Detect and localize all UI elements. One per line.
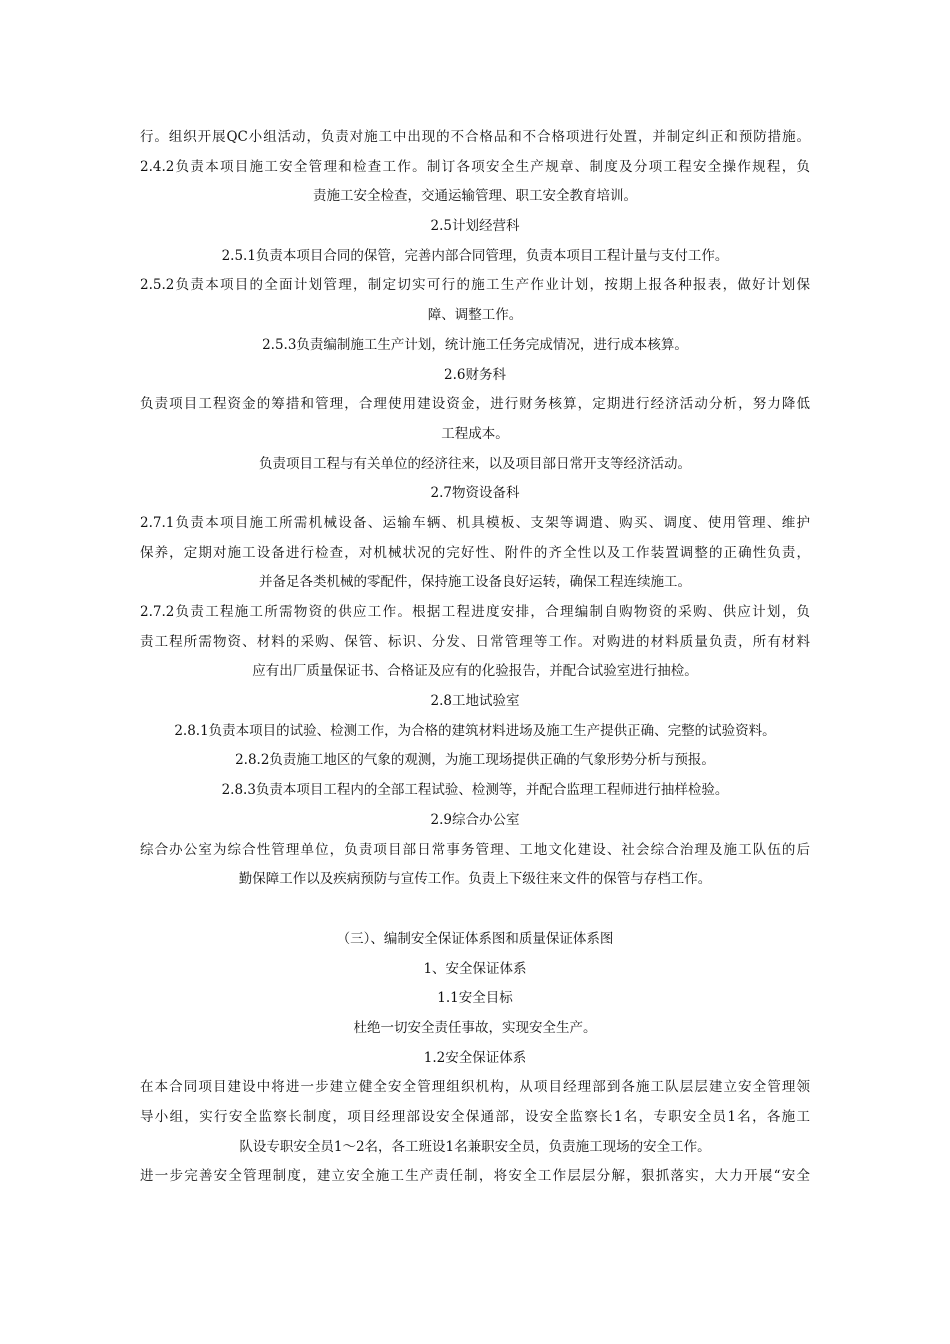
chapter-heading: （三）、编制安全保证体系图和质量保证体系图 [336,930,614,947]
paragraph-line: 责施工安全检查，交通运输管理、职工安全教育培训。 [313,188,637,205]
paragraph-line: 负责项目工程资金的筹措和管理，合理使用建设资金，进行财务核算，定期进行经济活动分析，努力降低 [140,396,810,413]
paragraph-line: 2.8.3负责本项目工程内的全部工程试验、检测等，并配合监理工程师进行抽样检验。 [221,782,729,799]
paragraph-line: 并备足各类机械的零配件，保持施工设备良好运转，确保工程连续施工。 [259,574,691,591]
paragraph-line: 2.7.1负责本项目施工所需机械设备、运输车辆、机具模板、支架等调遣、购买、调度、使用管理、维护 [140,514,810,531]
paragraph-line: 2.5.3负责编制施工生产计划，统计施工任务完成情况，进行成本核算。 [262,336,688,353]
paragraph-line: 队设专职安全员1～2名，各工班设1名兼职安全员，负责施工现场的安全工作。 [239,1138,711,1155]
paragraph-line: 进一步完善安全管理制度，建立安全施工生产责任制，将安全工作层层分解，狠抓落实，大力开展“安全 [140,1168,810,1185]
paragraph-line: 杜绝一切安全责任事故，实现安全生产。 [353,1019,597,1036]
paragraph-line: 2.8.1负责本项目的试验、检测工作，为合格的建筑材料进场及施工生产提供正确、完整的试验资料。 [174,722,776,739]
paragraph-line: 勤保障工作以及疾病预防与宣传工作。负责上下级往来文件的保管与存档工作。 [238,871,712,888]
paragraph-line: 2.7.2负责工程施工所需物资的供应工作。根据工程进度安排，合理编制自购物资的采购、供应计划，负 [140,604,810,620]
section-heading: 2.7物资设备科 [430,485,520,502]
paragraph-line: 责工程所需物资、材料的采购、保管、标识、分发、日常管理等工作。对购进的材料质量负责，所有材料 [140,633,810,650]
subsection-heading: 1.1安全目标 [437,990,513,1007]
paragraph-line: 2.5.1负责本项目合同的保管，完善内部合同管理，负责本项目工程计量与支付工作。 [221,247,729,264]
section-heading: 2.8工地试验室 [430,693,520,710]
paragraph-line: 行。组织开展QC小组活动，负责对施工中出现的不合格品和不合格项进行处置，并制定纠正和预防措施。 [140,129,810,145]
paragraph-line: 2.8.2负责施工地区的气象的观测，为施工现场提供正确的气象形势分析与预报。 [235,752,715,769]
paragraph-line: 2.5.2负责本项目的全面计划管理，制定切实可行的施工生产作业计划，按期上报各种报表，做好计划保 [140,277,810,294]
paragraph-line: 综合办公室为综合性管理单位，负责项目部日常事务管理、工地文化建设、社会综合治理及施工队伍的后 [140,841,810,858]
section-heading: 2.6财务科 [444,366,506,383]
paragraph-line: 在本合同项目建设中将进一步建立健全安全管理组织机构，从项目经理部到各施工队层层建立安全管理领 [140,1079,810,1096]
paragraph-line: 负责项目工程与有关单位的经济往来，以及项目部日常开支等经济活动。 [259,455,691,472]
section-heading: 1、安全保证体系 [423,960,527,977]
blank-line [140,895,810,925]
subsection-heading: 1.2安全保证体系 [423,1049,527,1066]
paragraph-line: 保养，定期对施工设备进行检查，对机械状况的完好性、附件的齐全性以及工作装置调整的正确性负责， [140,544,810,561]
document-body [140,123,810,1192]
paragraph-line: 障、调整工作。 [427,307,523,324]
paragraph-line: 工程成本。 [441,425,509,442]
paragraph-line: 2.4.2负责本项目施工安全管理和检查工作。制订各项安全生产规章、制度及分项工程安全操作规程，负 [140,158,810,175]
paragraph-line: 应有出厂质量保证书、合格证及应有的化验报告，并配合试验室进行抽检。 [252,663,698,680]
section-heading: 2.9综合办公室 [430,811,520,828]
section-heading: 2.5计划经营科 [430,218,520,235]
paragraph-line: 导小组，实行安全监察长制度，项目经理部设安全保通部，设安全监察长1名，专职安全员1名，各施工 [140,1109,810,1125]
